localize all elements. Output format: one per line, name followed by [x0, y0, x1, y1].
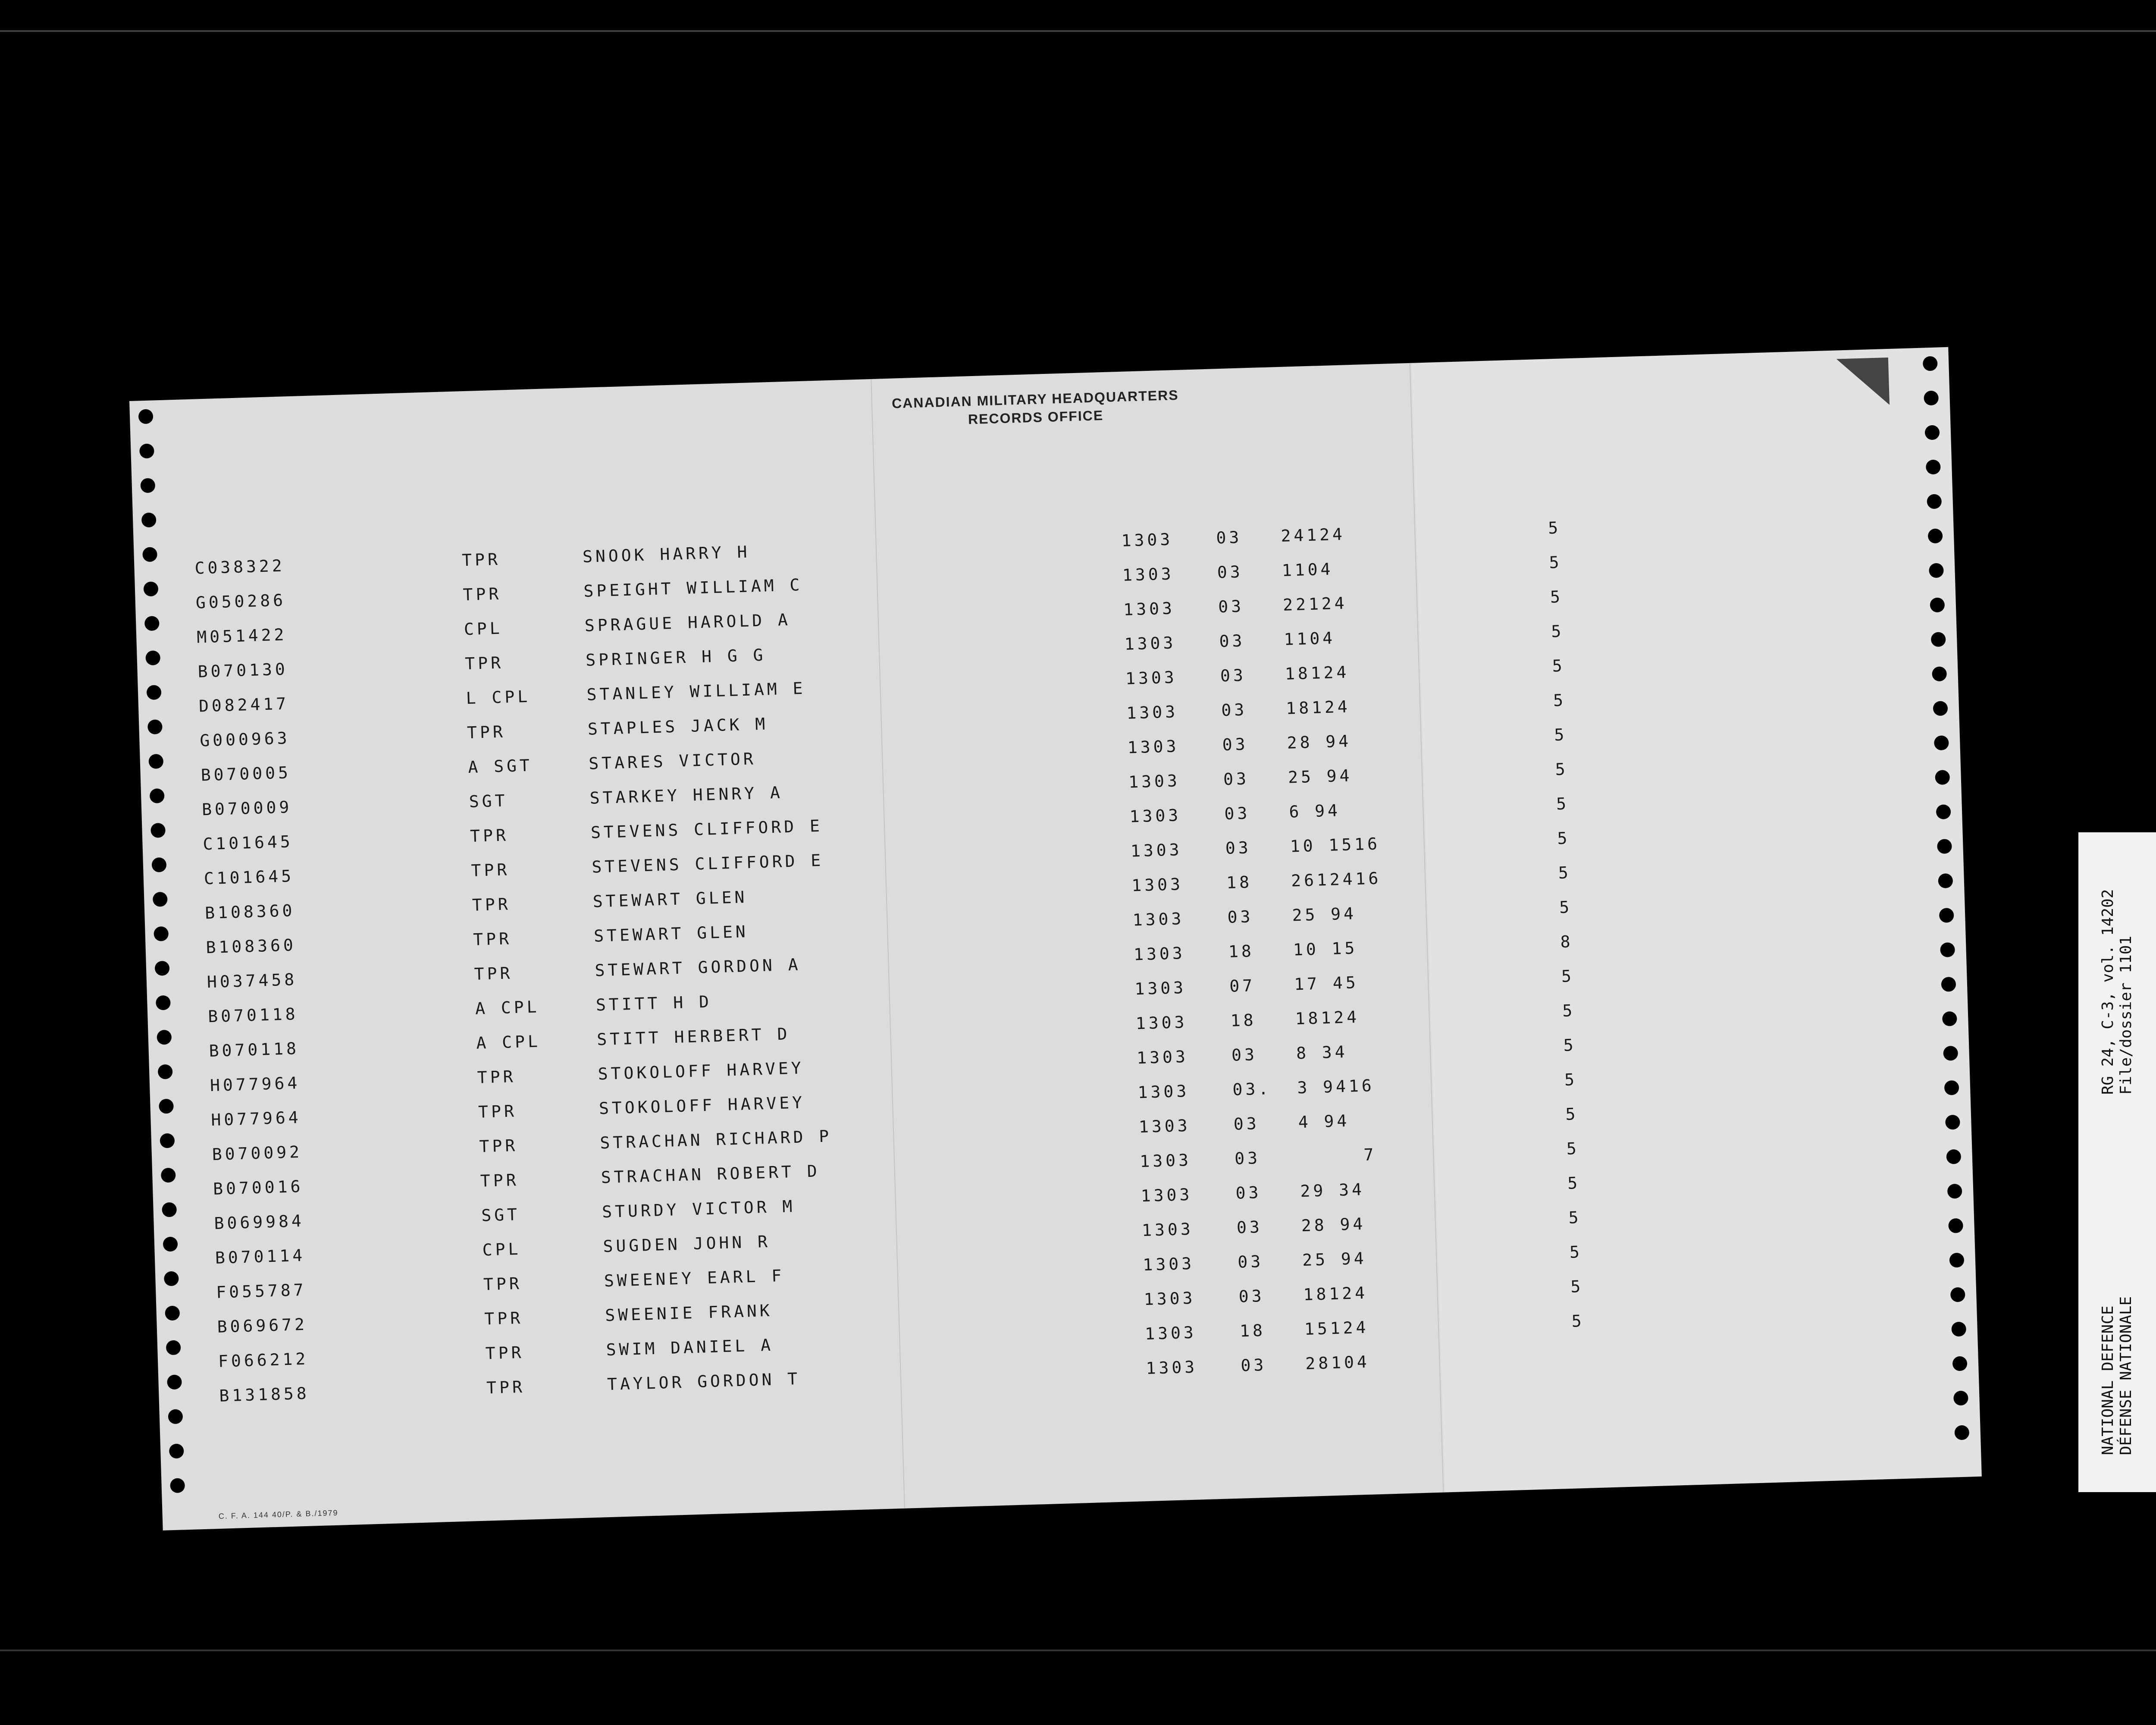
record-code: 1303 — [1134, 978, 1187, 999]
record-id: B108360 — [204, 901, 296, 923]
tractor-hole — [165, 1305, 180, 1320]
record-code: 1303 — [1131, 875, 1184, 895]
record-value-1: 03 — [1235, 1182, 1262, 1203]
record-id: B070118 — [209, 1038, 300, 1061]
record-value-1: 03 — [1216, 527, 1242, 548]
record-rank: TPR — [467, 722, 506, 743]
record-rank: A SGT — [467, 756, 533, 777]
record-value-2: 22124 — [1282, 593, 1348, 615]
record-rank: L CPL — [466, 687, 531, 708]
record-value-3: 5 — [1563, 1035, 1577, 1055]
film-edge-bottom — [0, 1650, 2156, 1651]
tractor-hole — [1924, 391, 1939, 406]
record-code: 1303 — [1129, 806, 1181, 826]
record-id: C101645 — [202, 832, 294, 854]
record-rank: SGT — [481, 1204, 520, 1225]
tractor-hole — [1947, 1184, 1962, 1199]
record-name: STARES VICTOR — [588, 749, 757, 773]
record-value-3: 5 — [1548, 518, 1561, 538]
record-rank: TPR — [461, 549, 501, 570]
record-value-3: 5 — [1567, 1173, 1581, 1193]
record-value-1: 03 — [1217, 562, 1244, 582]
record-value-2: 24124 — [1280, 524, 1346, 546]
record-name: STEVENS CLIFFORD E — [591, 850, 824, 877]
record-id: B070016 — [213, 1176, 304, 1199]
record-name: STOKOLOFF HARVEY — [599, 1093, 805, 1118]
tractor-hole — [140, 478, 155, 493]
record-rank: A CPL — [475, 997, 540, 1018]
record-rank: TPR — [486, 1377, 526, 1398]
record-code: 1303 — [1138, 1116, 1191, 1137]
record-value-2: 25 94 — [1288, 766, 1353, 787]
tractor-hole — [1939, 908, 1954, 923]
record-value-3: 5 — [1566, 1139, 1580, 1158]
record-value-3: 5 — [1564, 1070, 1578, 1089]
tractor-hole — [1935, 770, 1950, 785]
record-value-2: 4 94 — [1298, 1111, 1350, 1132]
archive-reference-card — [2078, 832, 2156, 1492]
record-name: SWEENEY EARL F — [604, 1266, 785, 1291]
record-value-1: 03 — [1234, 1148, 1261, 1168]
tractor-hole — [150, 788, 165, 803]
record-code: 1303 — [1122, 564, 1175, 585]
record-id: C038322 — [194, 556, 285, 578]
record-id: G000963 — [199, 728, 291, 750]
record-rank: TPR — [473, 929, 512, 949]
record-rank: SGT — [469, 791, 508, 812]
tractor-hole — [1934, 735, 1949, 750]
record-value-2: 1104 — [1283, 628, 1336, 649]
department-block — [2083, 1264, 2152, 1488]
record-name: SNOOK HARRY H — [582, 542, 751, 566]
record-rank: TPR — [472, 894, 511, 915]
record-id: C101645 — [204, 866, 295, 888]
record-rank: TPR — [479, 1136, 518, 1156]
record-value-1: 18 — [1228, 941, 1255, 961]
record-code: 1303 — [1139, 1150, 1192, 1171]
tractor-hole — [142, 547, 157, 562]
record-rank: TPR — [464, 653, 504, 674]
form-code: C. F. A. 144 40/P. & B./1979 — [218, 1508, 338, 1521]
record-id: F066212 — [218, 1349, 309, 1371]
record-id: B108360 — [206, 935, 297, 957]
record-value-3: 5 — [1565, 1104, 1579, 1124]
record-value-3: 5 — [1556, 794, 1570, 814]
record-value-2: 18124 — [1285, 662, 1350, 684]
tractor-hole — [1946, 1149, 1961, 1164]
record-code: 1303 — [1141, 1219, 1194, 1240]
tractor-hole — [1930, 597, 1945, 612]
record-value-3: 5 — [1555, 759, 1569, 779]
tractor-hole — [156, 995, 171, 1010]
tractor-hole — [1940, 942, 1955, 957]
tractor-hole — [1938, 873, 1953, 888]
tractor-hole — [1942, 1011, 1957, 1026]
record-value-1: 18 — [1239, 1320, 1266, 1341]
tractor-hole — [1923, 356, 1938, 371]
record-rank: A CPL — [476, 1032, 541, 1053]
record-value-1: 03 — [1224, 803, 1250, 824]
film-edge-top — [0, 30, 2156, 32]
record-value-2: 6 94 — [1288, 801, 1341, 822]
record-name: STOKOLOFF HARVEY — [598, 1058, 805, 1084]
corner-marker — [1836, 358, 1890, 407]
tractor-hole — [1949, 1253, 1964, 1268]
archive-reference-block — [2083, 837, 2152, 1147]
record-value-1: 03 — [1238, 1286, 1265, 1306]
record-value-3: 5 — [1553, 690, 1567, 710]
record-id: B131858 — [219, 1383, 310, 1405]
tractor-hole — [1948, 1218, 1963, 1233]
tractor-hole — [168, 1409, 183, 1424]
records-printout-sheet — [129, 347, 1982, 1531]
record-value-3: 5 — [1554, 725, 1567, 745]
record-code: 1303 — [1142, 1254, 1195, 1275]
tractor-hole — [1925, 425, 1940, 440]
record-value-2: 25 94 — [1302, 1248, 1367, 1270]
record-id: H077964 — [210, 1073, 301, 1095]
tractor-hole — [157, 1030, 172, 1045]
record-id: D082417 — [198, 694, 289, 716]
record-value-1: 03 — [1220, 665, 1247, 686]
record-rank: TPR — [470, 825, 509, 846]
record-value-2: 25 94 — [1291, 904, 1357, 925]
record-name: SPEIGHT WILLIAM C — [583, 575, 803, 601]
record-value-1: 03 — [1221, 700, 1247, 720]
record-code: 1303 — [1132, 909, 1185, 930]
record-value-2: 7 — [1299, 1145, 1377, 1167]
record-id: H037458 — [207, 970, 298, 992]
record-code: 1303 — [1130, 840, 1183, 861]
record-value-1: 03 — [1231, 1045, 1258, 1065]
record-value-2: 18124 — [1303, 1283, 1368, 1305]
tractor-hole — [153, 892, 168, 907]
tractor-hole — [159, 1099, 174, 1114]
record-id: B070130 — [197, 659, 288, 681]
tractor-hole — [145, 650, 160, 665]
tractor-hole — [147, 685, 162, 700]
record-code: 1303 — [1121, 530, 1173, 550]
record-name: STITT HERBERT D — [596, 1024, 791, 1049]
record-rank: TPR — [485, 1342, 525, 1363]
record-id: B070092 — [212, 1142, 303, 1164]
record-value-3: 5 — [1570, 1276, 1584, 1296]
record-value-3: 5 — [1571, 1311, 1585, 1331]
record-code: 1303 — [1136, 1047, 1189, 1068]
record-value-3: 5 — [1552, 656, 1566, 676]
record-value-2: 10 15 — [1293, 938, 1358, 960]
record-value-2: 2612416 — [1291, 869, 1382, 891]
record-value-1: 18 — [1230, 1010, 1257, 1030]
tractor-hole — [160, 1133, 175, 1148]
record-code: 1303 — [1137, 1081, 1190, 1102]
record-value-3: 5 — [1548, 552, 1563, 572]
record-code: 1303 — [1145, 1357, 1198, 1378]
record-value-1: 03 — [1236, 1217, 1263, 1237]
tractor-hole — [1952, 1356, 1968, 1371]
record-rank: TPR — [477, 1067, 517, 1087]
record-name: STRACHAN ROBERT D — [601, 1161, 821, 1187]
record-code: 1303 — [1125, 668, 1178, 688]
tractor-hole — [1932, 666, 1947, 681]
record-name: SWEENIE FRANK — [605, 1301, 773, 1325]
tractor-hole — [1954, 1425, 1969, 1440]
tractor-hole — [1951, 1322, 1966, 1337]
record-name: STITT H D — [595, 992, 712, 1015]
record-code: 1303 — [1135, 1012, 1188, 1033]
record-value-1: 03 — [1219, 631, 1246, 651]
record-id: B070114 — [215, 1245, 306, 1267]
tractor-hole — [1941, 977, 1956, 992]
record-name: STEWART GLEN — [593, 922, 749, 946]
record-id: B070118 — [207, 1004, 299, 1026]
record-value-3: 5 — [1550, 587, 1564, 607]
record-value-2: 28 94 — [1287, 731, 1352, 753]
record-value-2: 1104 — [1282, 559, 1334, 580]
tractor-holes-left — [138, 409, 188, 1513]
tractor-hole — [1928, 528, 1943, 543]
record-name: TAYLOR GORDON T — [607, 1369, 801, 1394]
tractor-hole — [1931, 632, 1946, 647]
record-value-3: 5 — [1558, 863, 1572, 883]
record-id: F055787 — [216, 1280, 307, 1302]
record-name: SUGDEN JOHN R — [602, 1232, 771, 1256]
record-rank: TPR — [463, 584, 502, 605]
record-name: STEWART GLEN — [592, 887, 748, 911]
record-value-2: 18124 — [1295, 1007, 1360, 1029]
record-rank: CPL — [482, 1239, 522, 1260]
tractor-hole — [141, 512, 157, 527]
record-value-1: 03 — [1240, 1355, 1267, 1375]
record-value-2: 15124 — [1304, 1317, 1369, 1339]
tractor-hole — [1943, 1046, 1958, 1061]
archive-reference-line2: File/dossier 1101 — [2117, 935, 2135, 1095]
record-value-2: 28 94 — [1301, 1214, 1366, 1236]
tractor-hole — [155, 961, 170, 976]
record-id: B070005 — [201, 763, 291, 785]
record-code: 1303 — [1128, 771, 1181, 792]
record-value-1: 03 — [1227, 907, 1254, 927]
tractor-hole — [1945, 1115, 1960, 1130]
record-rank: CPL — [464, 618, 503, 639]
tractor-hole — [1927, 494, 1942, 509]
record-value-3: 5 — [1569, 1242, 1583, 1262]
record-value-2: 8 34 — [1296, 1042, 1348, 1063]
record-value-2: 3 9416 — [1297, 1076, 1375, 1098]
record-name: STEVENS CLIFFORD E — [590, 816, 823, 842]
record-code: 1303 — [1126, 702, 1178, 723]
department-line1: NATIONAL DEFENCE — [2099, 1305, 2117, 1455]
tractor-hole — [162, 1202, 177, 1217]
record-code: 1303 — [1127, 737, 1179, 757]
sheet-header-subtitle: RECORDS OFFICE — [968, 408, 1104, 427]
record-name: STURDY VICTOR M — [602, 1197, 796, 1222]
tractor-hole — [169, 1443, 184, 1458]
record-value-3: 5 — [1561, 966, 1575, 986]
tractor-hole — [1944, 1080, 1959, 1095]
department-line2: DÉFENSE NATIONALE — [2117, 1296, 2135, 1455]
tractor-hole — [1953, 1391, 1968, 1406]
record-id: B070009 — [201, 797, 292, 819]
tractor-hole — [166, 1340, 181, 1355]
record-id: G050286 — [195, 590, 286, 612]
record-value-3: 5 — [1557, 828, 1571, 848]
tractor-hole — [1936, 804, 1951, 819]
record-value-1: 03 — [1223, 769, 1250, 789]
tractor-hole — [143, 581, 158, 596]
tractor-hole — [139, 443, 154, 458]
record-name: SPRAGUE HAROLD A — [584, 610, 791, 635]
record-code: 1303 — [1124, 633, 1176, 654]
tractor-hole — [1929, 563, 1944, 578]
record-id: M051422 — [196, 625, 288, 647]
record-code: 1303 — [1123, 599, 1175, 619]
record-code: 1303 — [1141, 1185, 1193, 1206]
tractor-hole — [138, 409, 154, 424]
tractor-hole — [148, 754, 163, 769]
record-code: 1303 — [1144, 1288, 1196, 1309]
record-name: SWIM DANIEL A — [606, 1335, 774, 1360]
record-name: SPRINGER H G G — [585, 645, 767, 670]
tractor-hole — [158, 1064, 173, 1079]
record-rank: TPR — [483, 1273, 523, 1294]
record-value-1: 07 — [1229, 976, 1256, 996]
record-rank: TPR — [478, 1101, 517, 1122]
record-name: STARKEY HENRY A — [589, 783, 783, 808]
tractor-hole — [170, 1478, 185, 1493]
record-id: B069672 — [217, 1314, 308, 1336]
record-value-1: 18 — [1226, 872, 1253, 893]
record-name: STAPLES JACK M — [587, 714, 768, 739]
tractor-hole — [147, 719, 163, 734]
tractor-hole — [1926, 459, 1941, 474]
tractor-hole — [1950, 1287, 1965, 1302]
record-rank: TPR — [474, 963, 514, 984]
tractor-hole — [154, 926, 169, 941]
tractor-hole — [144, 616, 160, 631]
record-value-2: 17 45 — [1294, 973, 1359, 994]
record-code: 1303 — [1144, 1323, 1197, 1344]
archive-reference-line1: RG 24, C-3, vol. 14202 — [2099, 889, 2117, 1095]
record-value-3: 5 — [1568, 1208, 1582, 1227]
record-value-2: 10 1516 — [1290, 834, 1381, 856]
tractor-hole — [161, 1168, 176, 1183]
record-name: STRACHAN RICHARD P — [599, 1126, 832, 1153]
sheet-header-title: CANADIAN MILITARY HEADQUARTERS — [891, 387, 1179, 411]
record-value-3: 8 — [1560, 932, 1574, 952]
record-id: B069984 — [214, 1211, 305, 1233]
record-value-2: 18124 — [1285, 697, 1351, 718]
tractor-hole — [163, 1237, 178, 1252]
record-value-1: 03 — [1225, 838, 1252, 858]
record-value-1: 03 — [1222, 734, 1249, 755]
record-name: STEWART GORDON A — [594, 955, 802, 980]
record-name: STANLEY WILLIAM E — [586, 678, 806, 704]
record-id: H077964 — [210, 1107, 302, 1130]
tractor-hole — [150, 823, 166, 838]
record-value-3: 5 — [1562, 1001, 1576, 1021]
record-value-1: 03 — [1218, 596, 1244, 617]
record-rank: TPR — [480, 1170, 520, 1191]
tractor-hole — [1933, 701, 1948, 716]
tractor-hole — [1937, 839, 1952, 854]
record-rank: TPR — [484, 1308, 523, 1329]
record-value-3: 5 — [1559, 897, 1573, 917]
tractor-hole — [164, 1271, 179, 1286]
record-code: 1303 — [1133, 943, 1186, 964]
record-value-2: 28104 — [1305, 1352, 1370, 1374]
record-value-1: 03 — [1233, 1114, 1260, 1134]
record-rank: TPR — [471, 860, 510, 880]
tractor-hole — [167, 1374, 182, 1389]
record-value-3: 5 — [1551, 621, 1564, 641]
record-value-2: 29 34 — [1300, 1179, 1365, 1201]
record-value-1: 03. — [1232, 1079, 1272, 1099]
record-value-1: 03 — [1237, 1251, 1264, 1272]
tractor-hole — [151, 857, 166, 872]
